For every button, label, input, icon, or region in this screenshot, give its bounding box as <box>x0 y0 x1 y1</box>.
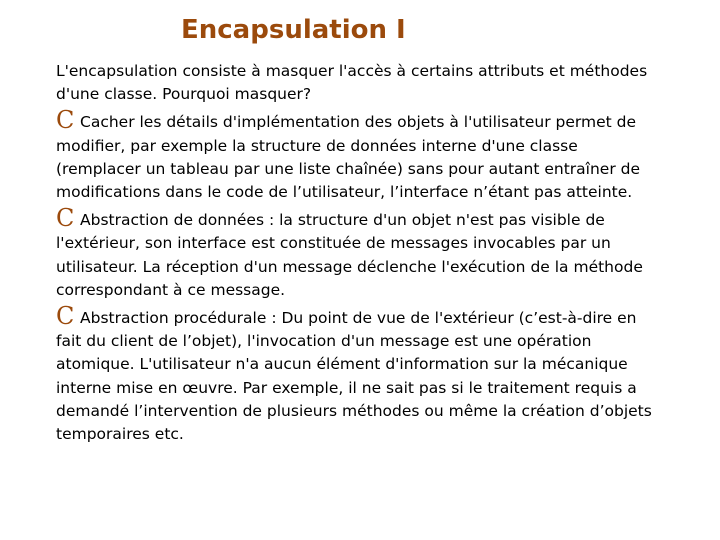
bullet-text: Abstraction procédurale : Du point de vue de l'extérieur (c’est-à-dire en fait du client de l’objet), l'invocation d'un message est une opération atomique. L'utilisateur n'a aucun élément d'information sur la mécanique interne mise en œuvre. Par exemple, il ne sait pas si le traitement requis a demandé l’intervention de plusieurs méthodes ou même la création d’objets temporaires etc. <box>56 309 652 444</box>
intro-text: consiste à masquer l'accès à certains attributs et méthodes d'une classe. Pourquoi masquer? <box>56 62 648 104</box>
slide-title: Encapsulation I <box>181 15 406 45</box>
intro-term: L'encapsulation <box>56 62 178 80</box>
slide-body <box>56 60 666 450</box>
intro-paragraph <box>56 60 666 106</box>
curled-c-bullet-icon: C <box>56 106 75 135</box>
bullet-item-data-abstraction <box>56 204 666 302</box>
bullet-item-procedural-abstraction <box>56 302 666 446</box>
curled-c-bullet-icon: C <box>56 302 75 331</box>
bullet-text: Cacher les détails d'implémentation des objets à l'utilisateur permet de modifier, par exemple la structure de données interne d'une classe (remplacer un tableau par une liste chaînée) sans pour autant entraîner de modifications dans le code de l’utilisateur, l’interface n’étant pas atteinte. <box>56 113 641 202</box>
bullet-text: Abstraction de données : la structure d'un objet n'est pas visible de l'extérieur, son interface est constituée de messages invocables par un utilisateur. La réception d'un message déclenche l'exécution de la méthode correspondant à ce message. <box>56 211 643 299</box>
bullet-item-implementation-hiding <box>56 106 666 204</box>
curled-c-bullet-icon: C <box>56 204 75 233</box>
